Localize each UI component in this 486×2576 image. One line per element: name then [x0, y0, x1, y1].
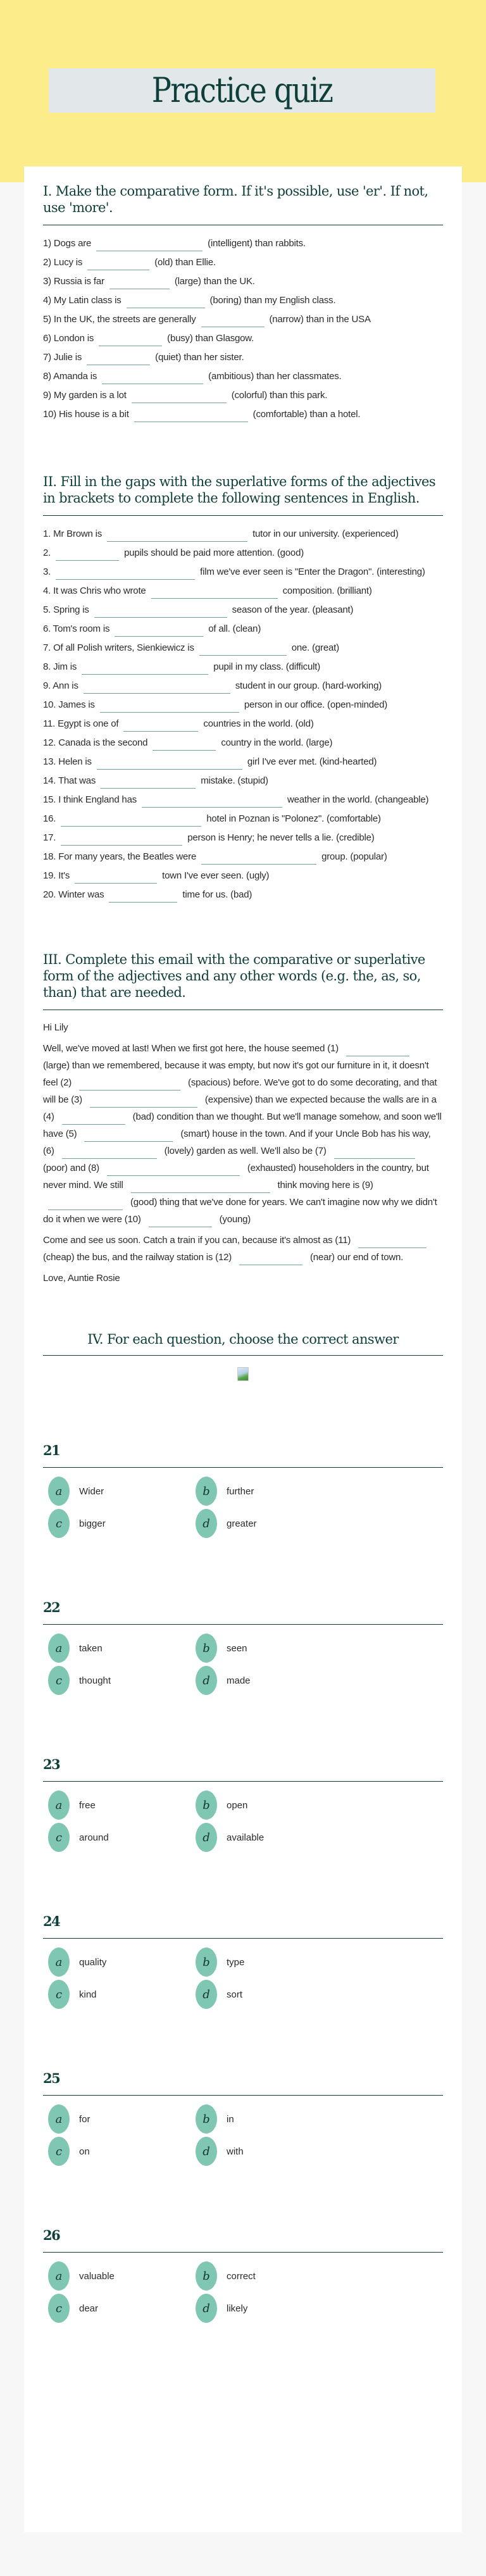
option-a[interactable]	[48, 2104, 196, 2134]
question-text-before: 6) London is	[43, 333, 94, 344]
answer-blank-input[interactable]	[56, 549, 119, 561]
option-label: free	[79, 1799, 96, 1811]
comparative-question-9	[43, 386, 443, 405]
quiz-card	[24, 166, 462, 2532]
question-text-before: 17.	[43, 832, 56, 843]
answer-blank-input[interactable]	[134, 411, 248, 422]
question-text-after: person is Henry; he never tells a lie. (credible)	[187, 832, 375, 843]
question-text-after: film we've ever seen is "Enter the Dragon". (interesting)	[200, 566, 425, 577]
question-text-after: (ambitious) than her classmates.	[208, 371, 342, 382]
question-number: 24	[43, 1913, 443, 1939]
superlative-question-18	[43, 847, 443, 866]
comparative-question-8	[43, 367, 443, 386]
superlative-question-3	[43, 563, 443, 582]
question-text-before: 2) Lucy is	[43, 257, 83, 268]
option-label: greater	[227, 1518, 257, 1529]
superlative-question-7	[43, 639, 443, 658]
question-text-after: country in the world. (large)	[221, 737, 333, 748]
email-answer-blank-input[interactable]	[149, 1216, 212, 1227]
email-text-segment: (poor) and (8)	[43, 1163, 102, 1173]
email-answer-blank-input[interactable]	[346, 1045, 409, 1056]
option-label: made	[227, 1675, 251, 1686]
answer-blank-input[interactable]	[96, 240, 202, 251]
comparative-question-1	[43, 234, 443, 253]
email-text-segment: (large) than we remembered, because it was empty, but now it's got our furniture in it, it doesn't feel (2)	[43, 1060, 429, 1088]
superlative-question-17	[43, 828, 443, 847]
option-letter-c-icon[interactable]: c	[48, 1980, 70, 2009]
option-letter-c-icon[interactable]: c	[48, 1509, 70, 1538]
question-text-before: 5. Spring is	[43, 604, 89, 615]
email-body	[43, 1019, 443, 1287]
answer-blank-input[interactable]	[99, 335, 162, 346]
option-label: on	[79, 2146, 90, 2157]
option-d[interactable]	[196, 1823, 343, 1852]
email-text-segment: Well, we've moved at last! When we first got here, the house seemed (1)	[43, 1043, 341, 1054]
answer-blank-input[interactable]	[87, 354, 150, 365]
email-text-segment: (lovely) garden as well. We'll also be (7)	[161, 1146, 329, 1156]
option-a[interactable]	[48, 2261, 196, 2291]
option-letter-b-icon[interactable]: b	[196, 1948, 217, 1977]
question-text-after: pupils should be paid more attention. (good)	[124, 547, 304, 558]
email-paragraph-2	[43, 1232, 443, 1266]
question-text-after: countries in the world. (old)	[203, 718, 314, 729]
superlative-question-10	[43, 696, 443, 715]
option-a[interactable]	[48, 1948, 196, 1977]
comparative-question-10	[43, 405, 443, 424]
option-c[interactable]	[48, 2294, 196, 2323]
question-number: 26	[43, 2227, 443, 2253]
superlative-question-11	[43, 715, 443, 734]
superlative-question-20	[43, 885, 443, 904]
email-text-segment: Come and see us soon. Catch a train if you can, because it's almost as (11)	[43, 1235, 354, 1246]
option-letter-b-icon[interactable]: b	[196, 2104, 217, 2134]
question-text-before: 10) His house is a bit	[43, 409, 129, 420]
question-text-before: 3.	[43, 566, 51, 577]
mcq-question-21	[43, 1442, 443, 1538]
answer-options	[43, 2104, 443, 2166]
question-text-after: one. (great)	[291, 642, 339, 653]
question-text-after: weather in the world. (changeable)	[287, 794, 429, 805]
comparative-question-5	[43, 310, 443, 329]
question-text-before: 18. For many years, the Beatles were	[43, 851, 197, 862]
option-a[interactable]	[48, 1791, 196, 1820]
email-text-segment: (cheap) the bus, and the railway station is (12)	[43, 1252, 235, 1263]
answer-blank-input[interactable]	[102, 373, 203, 384]
email-answer-blank-input[interactable]	[107, 1165, 240, 1176]
question-text-after: (quiet) than her sister.	[155, 352, 244, 363]
section-2-items	[43, 525, 443, 904]
option-label: around	[79, 1832, 109, 1843]
answer-blank-input[interactable]	[142, 796, 282, 808]
comparative-question-6	[43, 329, 443, 348]
question-text-before: 10. James is	[43, 699, 95, 710]
option-letter-d-icon[interactable]: d	[196, 1823, 217, 1852]
question-text-after: person in our office. (open-minded)	[244, 699, 388, 710]
superlative-question-9	[43, 677, 443, 696]
mcq-question-24	[43, 1913, 443, 2009]
email-text-segment: (expensive) than we expected because the walls are in a (4)	[43, 1094, 437, 1122]
email-answer-blank-input[interactable]	[90, 1096, 197, 1108]
option-label: further	[227, 1485, 254, 1497]
answer-options	[43, 1477, 443, 1538]
title-banner	[49, 68, 435, 113]
email-signoff: Love, Auntie Rosie	[43, 1273, 120, 1284]
question-text-before: 2.	[43, 547, 51, 558]
option-letter-d-icon[interactable]: d	[196, 1980, 217, 2009]
answer-blank-input[interactable]	[94, 606, 227, 618]
question-text-after: girl I've ever met. (kind-hearted)	[247, 756, 377, 767]
question-text-after: (boring) than my English class.	[209, 295, 336, 306]
question-text-before: 13. Helen is	[43, 756, 92, 767]
question-text-after: composition. (brilliant)	[282, 585, 372, 596]
option-label: type	[227, 1956, 245, 1968]
answer-blank-input[interactable]	[61, 834, 182, 846]
option-b[interactable]	[196, 2104, 343, 2134]
answer-blank-input[interactable]	[109, 891, 177, 903]
mcq-question-23	[43, 1756, 443, 1852]
email-text-segment: (young)	[216, 1214, 251, 1225]
question-number: 21	[43, 1442, 443, 1468]
superlative-question-15	[43, 791, 443, 810]
section-multiple-choice	[43, 1331, 443, 2323]
answer-blank-input[interactable]	[75, 872, 157, 884]
page-title: Practice quiz	[151, 70, 333, 110]
answer-blank-input[interactable]	[101, 777, 196, 789]
answer-blank-input[interactable]	[56, 568, 195, 580]
option-letter-a-icon[interactable]: a	[48, 2261, 70, 2291]
question-text-after: town I've ever seen. (ugly)	[162, 870, 270, 881]
superlative-question-13	[43, 753, 443, 772]
option-letter-a-icon[interactable]: a	[48, 1791, 70, 1820]
superlative-question-8	[43, 658, 443, 677]
email-answer-blank-input[interactable]	[334, 1147, 415, 1159]
header-hero	[0, 0, 486, 182]
answer-blank-input[interactable]	[132, 392, 227, 403]
option-label: kind	[79, 1989, 97, 2000]
option-c[interactable]	[48, 1666, 196, 1695]
question-text-after: time for us. (bad)	[182, 889, 252, 900]
question-text-before: 15. I think England has	[43, 794, 137, 805]
email-paragraph-1	[43, 1040, 443, 1228]
option-letter-b-icon[interactable]: b	[196, 2261, 217, 2291]
answer-options	[43, 1791, 443, 1852]
option-d[interactable]	[196, 1509, 343, 1538]
superlative-question-5	[43, 601, 443, 620]
email-text-segment: (bad) condition than we thought. But we'll manage somehow, and soon we'll have (5)	[43, 1111, 442, 1139]
answer-blank-input[interactable]	[87, 259, 149, 270]
question-text-before: 12. Canada is the second	[43, 737, 148, 748]
option-c[interactable]	[48, 1509, 196, 1538]
answer-blank-input[interactable]	[201, 316, 265, 327]
question-text-before: 16.	[43, 813, 56, 824]
question-text-before: 8. Jim is	[43, 661, 77, 672]
question-text-after: group. (popular)	[321, 851, 387, 862]
question-text-before: 7. Of all Polish writers, Sienkiewicz is	[43, 642, 194, 653]
option-label: valuable	[79, 2270, 115, 2282]
option-d[interactable]	[196, 1980, 343, 2009]
section-1-items	[43, 234, 443, 424]
option-letter-d-icon[interactable]: d	[196, 1666, 217, 1695]
option-label: taken	[79, 1642, 103, 1654]
answer-options	[43, 2261, 443, 2323]
question-list	[43, 1442, 443, 2323]
broken-image-icon	[237, 1367, 249, 1381]
comparative-question-7	[43, 348, 443, 367]
option-letter-c-icon[interactable]: c	[48, 2294, 70, 2323]
question-text-after: season of the year. (pleasant)	[232, 604, 354, 615]
option-c[interactable]	[48, 1823, 196, 1852]
option-label: in	[227, 2113, 234, 2125]
option-label: Wider	[79, 1485, 104, 1497]
option-c[interactable]	[48, 1980, 196, 2009]
question-text-before: 5) In the UK, the streets are generally	[43, 314, 196, 325]
superlative-question-1	[43, 525, 443, 544]
option-label: available	[227, 1832, 265, 1843]
question-text-after: (narrow) than in the USA	[269, 314, 371, 325]
option-label: open	[227, 1799, 248, 1811]
answer-options	[43, 1634, 443, 1695]
email-text-segment: (spacious) before. We've got to do some decorating, and that will be (3)	[43, 1077, 437, 1105]
option-letter-c-icon[interactable]: c	[48, 2137, 70, 2166]
email-answer-blank-input[interactable]	[62, 1113, 125, 1125]
option-label: seen	[227, 1642, 247, 1654]
superlative-question-14	[43, 772, 443, 791]
section-4-heading: IV. For each question, choose the correct answer	[43, 1331, 443, 1356]
option-label: for	[79, 2113, 90, 2125]
section-2-heading: II. Fill in the gaps with the superlative forms of the adjectives in brackets to complete the following sentences in English.	[43, 473, 443, 516]
option-b[interactable]	[196, 2261, 343, 2291]
answer-blank-input[interactable]	[151, 587, 278, 599]
email-answer-blank-input[interactable]	[62, 1147, 157, 1159]
option-letter-d-icon[interactable]: d	[196, 2294, 217, 2323]
email-answer-blank-input[interactable]	[358, 1237, 427, 1248]
answer-blank-input[interactable]	[109, 278, 170, 289]
section-email	[43, 951, 443, 1287]
answer-blank-input[interactable]	[100, 701, 239, 713]
section-3-heading: III. Complete this email with the comparative or superlative form of the adjectives and any other words (e.g. the, as, so, than) that are needed.	[43, 951, 443, 1010]
question-number: 22	[43, 1599, 443, 1625]
question-text-before: 19. It's	[43, 870, 70, 881]
option-letter-a-icon[interactable]: a	[48, 1477, 70, 1506]
question-text-after: pupil in my class. (difficult)	[213, 661, 320, 672]
question-text-after: of all. (clean)	[208, 623, 261, 634]
question-text-after: (busy) than Glasgow.	[167, 333, 254, 344]
option-d[interactable]	[196, 2294, 343, 2323]
mcq-question-25	[43, 2070, 443, 2166]
option-letter-d-icon[interactable]: d	[196, 2137, 217, 2166]
question-text-before: 4) My Latin class is	[43, 295, 122, 306]
email-text-segment: (smart) house in the town. And if your Uncle Bob has his way, (6)	[43, 1129, 431, 1156]
section-1-heading: I. Make the comparative form. If it's possible, use 'er'. If not, use 'more'.	[43, 183, 443, 225]
superlative-question-4	[43, 582, 443, 601]
option-c[interactable]	[48, 2137, 196, 2166]
option-label: sort	[227, 1989, 243, 2000]
question-text-before: 14. That was	[43, 775, 96, 786]
question-text-after: (colorful) than this park.	[231, 390, 328, 401]
option-letter-c-icon[interactable]: c	[48, 1666, 70, 1695]
email-answer-blank-input[interactable]	[48, 1199, 123, 1210]
option-label: likely	[227, 2303, 248, 2314]
question-number: 23	[43, 1756, 443, 1782]
comparative-question-2	[43, 253, 443, 272]
answer-blank-input[interactable]	[115, 625, 203, 637]
answer-blank-input[interactable]	[153, 739, 216, 751]
email-text-segment: think moving here is (9)	[275, 1180, 373, 1191]
question-text-after: (intelligent) than rabbits.	[208, 238, 306, 249]
option-label: quality	[79, 1956, 107, 1968]
question-text-after: tutor in our university. (experienced)	[252, 528, 399, 539]
option-b[interactable]	[196, 1791, 343, 1820]
superlative-question-19	[43, 866, 443, 885]
option-a[interactable]	[48, 1477, 196, 1506]
email-greeting: Hi Lily	[43, 1022, 68, 1033]
question-text-after: mistake. (stupid)	[201, 775, 268, 786]
answer-blank-input[interactable]	[82, 663, 208, 675]
question-text-before: 4. It was Chris who wrote	[43, 585, 146, 596]
option-letter-a-icon[interactable]: a	[48, 1948, 70, 1977]
option-label: correct	[227, 2270, 256, 2282]
option-letter-b-icon[interactable]: b	[196, 1477, 217, 1506]
mcq-question-26	[43, 2227, 443, 2323]
comparative-question-3	[43, 272, 443, 291]
superlative-question-6	[43, 620, 443, 639]
question-text-before: 11. Egypt is one of	[43, 718, 119, 729]
question-text-after: hotel in Poznan is "Polonez". (comfortable)	[206, 813, 381, 824]
email-answer-blank-input[interactable]	[84, 1130, 173, 1142]
answer-options	[43, 1948, 443, 2009]
question-text-after: student in our group. (hard-working)	[235, 680, 382, 691]
option-label: bigger	[79, 1518, 106, 1529]
question-text-before: 7) Julie is	[43, 352, 82, 363]
option-b[interactable]	[196, 1477, 343, 1506]
superlative-question-16	[43, 810, 443, 828]
option-letter-a-icon[interactable]: a	[48, 2104, 70, 2134]
question-text-before: 8) Amanda is	[43, 371, 97, 382]
question-text-before: 20. Winter was	[43, 889, 104, 900]
superlative-question-2	[43, 544, 443, 563]
question-number: 25	[43, 2070, 443, 2096]
question-text-after: (comfortable) than a hotel.	[252, 409, 361, 420]
question-text-before: 9. Ann is	[43, 680, 78, 691]
email-answer-blank-input[interactable]	[131, 1182, 270, 1193]
section-comparative	[43, 183, 443, 424]
section-superlative	[43, 473, 443, 904]
option-a[interactable]	[48, 1634, 196, 1663]
email-text-segment: (near) our end of town.	[308, 1252, 404, 1263]
answer-blank-input[interactable]	[201, 853, 316, 865]
email-text-segment: (exhausted) householders in the country, but never mind. We still	[43, 1163, 429, 1191]
option-d[interactable]	[196, 2137, 343, 2166]
question-text-before: 3) Russia is far	[43, 276, 104, 287]
option-label: with	[227, 2146, 244, 2157]
option-letter-b-icon[interactable]: b	[196, 1634, 217, 1663]
superlative-question-12	[43, 734, 443, 753]
email-answer-blank-input[interactable]	[79, 1079, 180, 1091]
question-text-before: 1. Mr Brown is	[43, 528, 103, 539]
question-text-after: (old) than Ellie.	[154, 257, 216, 268]
question-text-before: 1) Dogs are	[43, 238, 92, 249]
email-answer-blank-input[interactable]	[239, 1254, 302, 1265]
option-letter-c-icon[interactable]: c	[48, 1823, 70, 1852]
option-b[interactable]	[196, 1948, 343, 1977]
option-d[interactable]	[196, 1666, 343, 1695]
option-letter-a-icon[interactable]: a	[48, 1634, 70, 1663]
answer-blank-input[interactable]	[84, 682, 230, 694]
comparative-question-4	[43, 291, 443, 310]
answer-blank-input[interactable]	[123, 720, 198, 732]
question-text-before: 6. Tom's room is	[43, 623, 110, 634]
option-b[interactable]	[196, 1634, 343, 1663]
question-text-after: (large) than the UK.	[174, 276, 255, 287]
option-letter-b-icon[interactable]: b	[196, 1791, 217, 1820]
answer-blank-input[interactable]	[199, 644, 287, 656]
mcq-question-22	[43, 1599, 443, 1695]
answer-blank-input[interactable]	[127, 297, 205, 308]
email-text-segment: (good) thing that we've done for years. We can't imagine now why we didn't do it when we were (10)	[43, 1197, 437, 1225]
option-letter-d-icon[interactable]: d	[196, 1509, 217, 1538]
option-label: thought	[79, 1675, 111, 1686]
answer-blank-input[interactable]	[107, 530, 247, 542]
question-text-before: 9) My garden is a lot	[43, 390, 127, 401]
option-label: dear	[79, 2303, 99, 2314]
answer-blank-input[interactable]	[97, 758, 242, 770]
answer-blank-input[interactable]	[61, 815, 201, 827]
